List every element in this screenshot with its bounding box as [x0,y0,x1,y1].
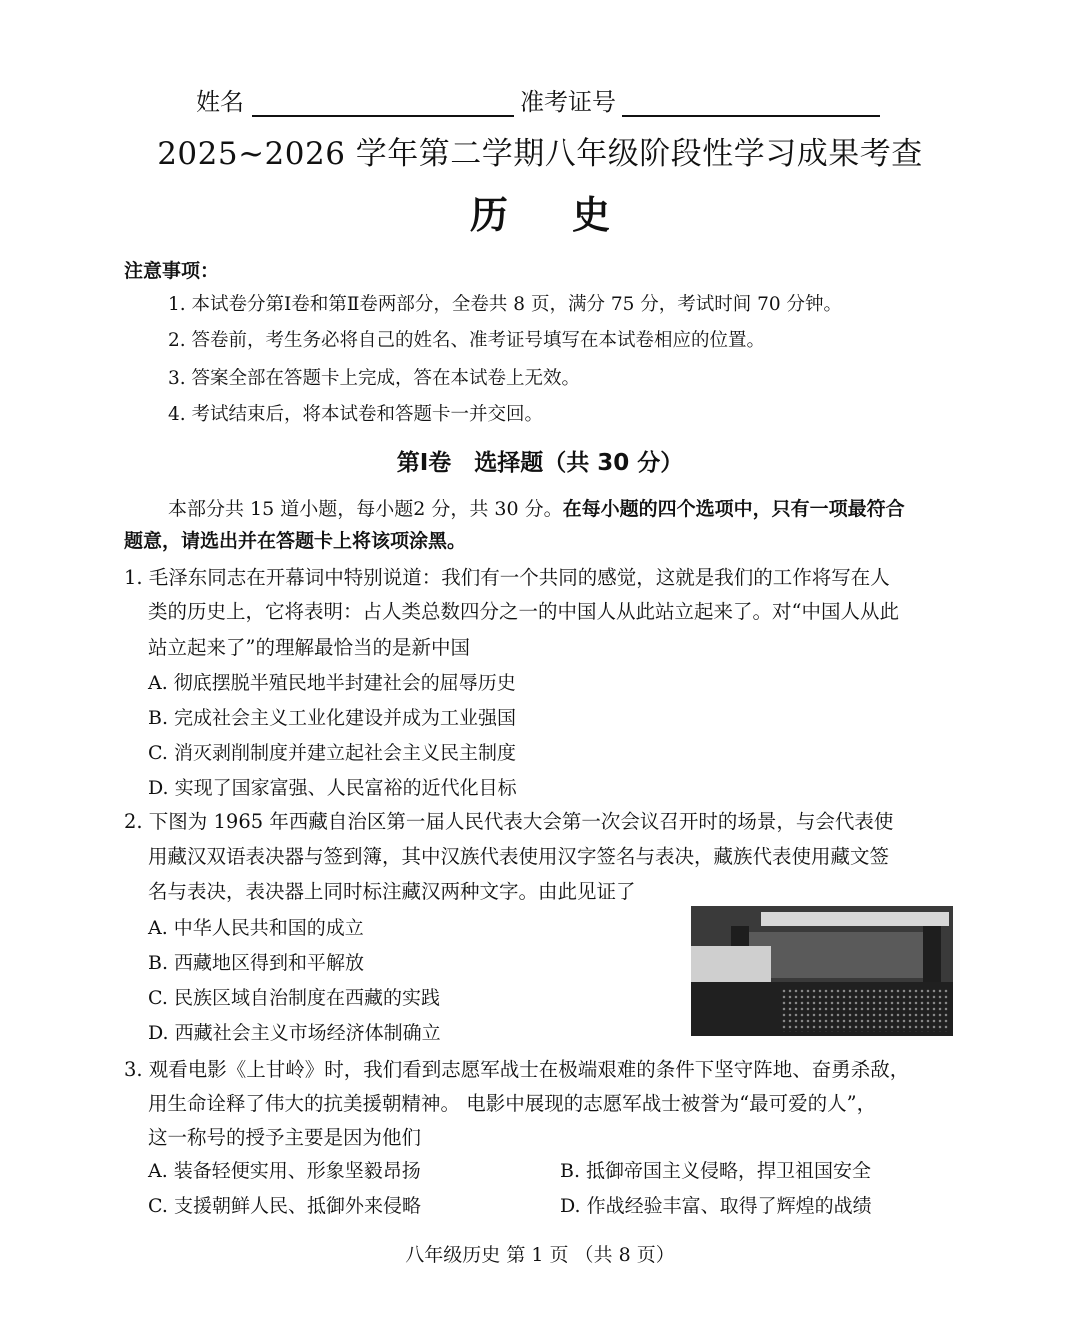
note-item: 4. 考试结束后，将本试卷和答题卡一并交回。 [168,404,544,425]
question-1-option-d[interactable]: D. 实现了国家富强、人民富裕的近代化目标 [148,777,517,799]
intro-plain: 本部分共 15 道小题，每小题2 分，共 30 分。 [168,498,563,520]
question-2-option-c[interactable]: C. 民族区域自治制度在西藏的实践 [148,987,440,1009]
question-1-line: 类的历史上，它将表明：占人类总数四分之一的中国人从此站立起来了。对“中国人从此 [148,600,899,623]
question-2-option-d[interactable]: D. 西藏社会主义市场经济体制确立 [148,1022,441,1044]
intro-bold: 在每小题的四个选项中，只有一项最符合 [562,498,905,520]
question-3-line: 3. 观看电影《上甘岭》时，我们看到志愿军战士在极端艰难的条件下坚守阵地、奋勇杀敌， [124,1058,910,1081]
candidate-info-line [196,82,880,117]
question-1-option-c[interactable]: C. 消灭剥削制度并建立起社会主义民主制度 [148,742,516,764]
congress-photo [691,906,953,1036]
question-3-option-a[interactable]: A. 装备轻便实用、形象坚毅昂扬 [148,1160,421,1182]
question-3-option-d[interactable]: D. 作战经验丰富、取得了辉煌的战绩 [560,1195,872,1217]
intro-line2: 题意，请选出并在答题卡上将该项涂黑。 [124,530,467,552]
name-label: 姓名 [196,88,244,116]
notes-heading: 注意事项： [124,260,220,282]
question-1-line: 站立起来了”的理解最恰当的是新中国 [148,636,470,659]
note-item: 2. 答卷前，考生务必将自己的姓名、准考证号填写在本试卷相应的位置。 [168,330,766,351]
photo-banner [761,912,949,926]
subject-title: 历史 [469,193,674,237]
note-item: 3. 答案全部在答题卡上完成，答在本试卷上无效。 [168,368,581,389]
question-1-option-a[interactable]: A. 彻底摆脱半殖民地半封建社会的屈辱历史 [148,672,516,694]
question-3-line: 这一称号的授予主要是因为他们 [148,1126,422,1149]
exam-id-blank[interactable] [622,91,880,117]
question-2-line: 2. 下图为 1965 年西藏自治区第一届人民代表大会第一次会议召开时的场景，与会代表使 [124,810,894,833]
question-1-line: 1. 毛泽东同志在开幕词中特别说道：我们有一个共同的感觉，这就是我们的工作将写在人 [124,566,890,589]
exam-title: 2025~2026 学年第二学期八年级阶段性学习成果考查 [157,136,923,172]
question-3-option-b[interactable]: B. 抵御帝国主义侵略，捍卫祖国安全 [560,1160,872,1182]
page-footer: 八年级历史 第 1 页 （共 8 页） [405,1244,675,1266]
question-2-option-a[interactable]: A. 中华人民共和国的成立 [148,917,364,939]
section-intro [168,494,905,521]
photo-crowd-texture [781,988,949,1032]
section-heading: 第Ⅰ卷 选择题（共 30 分） [396,450,684,476]
question-2-option-b[interactable]: B. 西藏地区得到和平解放 [148,952,365,974]
exam-id-label: 准考证号 [520,88,616,116]
question-1-option-b[interactable]: B. 完成社会主义工业化建设并成为工业强国 [148,707,517,729]
question-2-line: 名与表决，表决器上同时标注藏汉两种文字。由此见证了 [148,880,636,903]
question-2-line: 用藏汉双语表决器与签到簿，其中汉族代表使用汉字签名与表决，藏族代表使用藏文签 [148,845,890,868]
name-blank[interactable] [252,91,514,117]
note-item: 1. 本试卷分第Ⅰ卷和第Ⅱ卷两部分，全卷共 8 页，满分 75 分，考试时间 70 分钟。 [168,294,843,315]
question-3-option-c[interactable]: C. 支援朝鲜人民、抵御外来侵略 [148,1195,421,1217]
question-3-line: 用生命诠释了伟大的抗美援朝精神。 电影中展现的志愿军战士被誉为“最可爱的人”， [148,1092,877,1115]
